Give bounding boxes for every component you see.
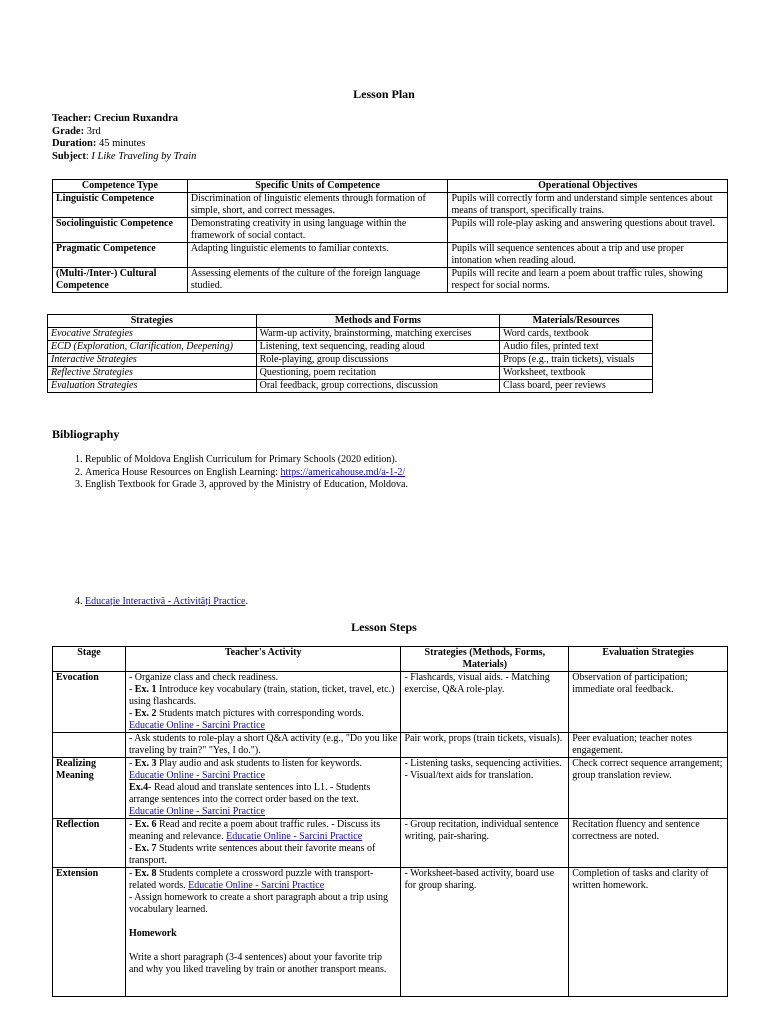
competence-table: [52, 179, 728, 293]
activity-cell: [125, 758, 401, 819]
exercise-label: Ex. 2: [134, 708, 157, 719]
table-cell: Linguistic Competence: [53, 193, 188, 218]
activity-line: [129, 758, 398, 782]
table-cell: Pupils will correctly form and understand simple sentences about means of transport, specifically trains.: [448, 193, 728, 218]
table-cell: Listening, text sequencing, reading aloud: [256, 341, 500, 354]
table-row: [53, 193, 728, 218]
duration-line: [52, 138, 196, 151]
list-item-suffix: .: [245, 596, 248, 607]
table-row: [53, 672, 728, 733]
table-cell: Interactive Strategies: [48, 354, 257, 367]
table-header-row: [53, 180, 728, 193]
americahouse-link[interactable]: https://americahouse.md/a-1-2/: [280, 466, 406, 478]
activity-cell: [125, 819, 401, 868]
activity-text: Read and recite a poem about traffic rules. - Discuss its meaning and relevance.: [128, 819, 381, 842]
table-row: [53, 733, 728, 758]
activity-line: [129, 868, 398, 892]
table-row: [48, 341, 653, 354]
table-cell: Questioning, poem recitation: [256, 367, 500, 380]
table-header-row: [48, 315, 653, 328]
list-item-text: Republic of Moldova English Curriculum for Primary Schools (2020 edition).: [85, 454, 398, 465]
list-item-text: English Textbook for Grade 3, approved by the Ministry of Education, Moldova.: [85, 479, 408, 490]
table-cell: ECD (Exploration, Clarification, Deepening): [48, 341, 257, 354]
strategies-cell: - Flashcards, visual aids. - Matching exercise, Q&A role-play.: [401, 672, 569, 733]
educatie-interactiva-link[interactable]: Educație Interactivă - Activități Practice: [85, 596, 246, 607]
exercise-label: Ex. 7: [134, 843, 157, 854]
homework-text: Write a short paragraph (3-4 sentences) about your favorite trip and why you liked traveling by train or another transport means.: [128, 952, 387, 975]
strategies-table: [47, 314, 653, 393]
table-header-row: [53, 647, 728, 672]
table-header: Methods and Forms: [256, 315, 500, 328]
evaluation-cell: Completion of tasks and clarity of written homework.: [569, 868, 728, 997]
homework-heading: Homework: [128, 928, 177, 939]
activity-text: -: [128, 758, 135, 769]
list-item: [85, 467, 408, 480]
table-cell: Evocative Strategies: [48, 328, 257, 341]
teacher-line: [52, 113, 196, 126]
bibliography-heading: Bibliography: [52, 427, 120, 441]
bibliography-list: [52, 454, 408, 492]
table-cell: Discrimination of linguistic elements through formation of simple, short, and correct messages.: [187, 193, 448, 218]
lesson-meta: [52, 113, 196, 163]
table-header: Evaluation Strategies: [569, 647, 728, 672]
table-header: Competence Type: [53, 180, 188, 193]
table-row: [53, 243, 728, 268]
page-title: Lesson Plan: [353, 87, 415, 101]
table-cell: Assessing elements of the culture of the foreign language studied.: [187, 268, 448, 293]
activity-text: Students write sentences about their favorite means of transport.: [128, 843, 376, 866]
activity-cell: - Ask students to role-play a short Q&A activity (e.g., "Do you like traveling by train?" "Yes, I do.").: [125, 733, 401, 758]
table-row: [53, 758, 728, 819]
activity-text: Students complete a crossword puzzle with transport-related words.: [128, 868, 374, 891]
table-cell: Evaluation Strategies: [48, 380, 257, 393]
evaluation-cell: Recitation fluency and sentence correctness are noted.: [569, 819, 728, 868]
subject-value: I Like Traveling by Train: [91, 150, 197, 162]
table-cell: Pragmatic Competence: [53, 243, 188, 268]
strategies-cell: - Worksheet-based activity, board use for group sharing.: [401, 868, 569, 997]
stage-cell: [53, 733, 126, 758]
activity-text: - Read aloud and translate sentences into L1. - Students arrange sentences into the correct order based on the text.: [128, 782, 371, 805]
table-header: Materials/Resources: [500, 315, 653, 328]
evaluation-cell: Observation of participation; immediate oral feedback.: [569, 672, 728, 733]
grade-line: [52, 126, 196, 139]
activity-text: -: [128, 684, 135, 695]
subject-label: Subject: [52, 150, 86, 162]
list-item: [85, 454, 408, 467]
evaluation-cell: Peer evaluation; teacher notes engagement.: [569, 733, 728, 758]
exercise-label: Ex. 6: [134, 819, 157, 830]
table-cell: Class board, peer reviews: [500, 380, 653, 393]
activity-text: Play audio and ask students to listen for keywords.: [156, 758, 362, 769]
duration-value: 45 minutes: [98, 138, 146, 149]
teacher-name: Creciun Ruxandra: [93, 113, 179, 124]
table-cell: Reflective Strategies: [48, 367, 257, 380]
activity-line: [129, 819, 398, 843]
evaluation-cell: Check correct sequence arrangement; group translation review.: [569, 758, 728, 819]
activity-line: - Assign homework to create a short paragraph about a trip using vocabulary learned.: [128, 892, 389, 915]
activity-text: Students match pictures with corresponding words.: [156, 708, 364, 719]
activity-line: [129, 843, 398, 867]
table-cell: Warm-up activity, brainstorming, matching exercises: [256, 328, 500, 341]
grade-label: Grade:: [52, 125, 85, 137]
bibliography-list-continued: [52, 596, 248, 609]
table-cell: Worksheet, textbook: [500, 367, 653, 380]
stage-cell: Reflection: [53, 819, 126, 868]
stage-cell: Evocation: [53, 672, 126, 733]
list-item-text: America House Resources on English Learning:: [85, 466, 281, 478]
sarcini-practice-link[interactable]: Educatie Online - Sarcini Practice: [188, 880, 325, 891]
table-cell: Adapting linguistic elements to familiar contexts.: [187, 243, 448, 268]
activity-text: -: [128, 708, 135, 719]
activity-text: -: [128, 819, 135, 830]
activity-line: - Organize class and check readiness.: [128, 672, 279, 683]
table-row: [48, 367, 653, 380]
stage-cell: Extension: [53, 868, 126, 997]
table-row: [48, 354, 653, 367]
table-row: [53, 218, 728, 243]
exercise-label: Ex. 3: [134, 758, 157, 769]
sarcini-practice-link[interactable]: Educatie Online - Sarcini Practice: [128, 720, 265, 731]
table-cell: Pupils will sequence sentences about a trip and use proper intonation when reading aloud.: [448, 243, 728, 268]
table-cell: Pupils will recite and learn a poem about traffic rules, showing respect for social norms.: [448, 268, 728, 293]
activity-line: [129, 708, 398, 732]
list-item: [85, 479, 408, 492]
activity-line: [129, 684, 398, 708]
activity-text: Introduce key vocabulary (train, station, ticket, travel, etc.) using flashcards.: [128, 684, 395, 707]
exercise-label: Ex.4: [128, 782, 149, 793]
stage-cell: Realizing Meaning: [53, 758, 126, 819]
lesson-steps-heading: Lesson Steps: [351, 620, 417, 634]
strategies-cell: - Listening tasks, sequencing activities. - Visual/text aids for translation.: [401, 758, 569, 819]
table-header: Stage: [53, 647, 126, 672]
table-row: [48, 380, 653, 393]
table-header: Specific Units of Competence: [187, 180, 448, 193]
table-cell: Pupils will role-play asking and answering questions about travel.: [448, 218, 728, 243]
subject-line: Subject: I Like Traveling by Train: [52, 150, 197, 162]
table-header: Operational Objectives: [448, 180, 728, 193]
table-cell: Oral feedback, group corrections, discussion: [256, 380, 500, 393]
table-cell: Role-playing, group discussions: [256, 354, 500, 367]
lesson-steps-table: [52, 646, 728, 997]
duration-label: Duration:: [52, 138, 97, 149]
table-cell: Word cards, textbook: [500, 328, 653, 341]
table-cell: (Multi-/Inter-) Cultural Competence: [53, 268, 188, 293]
teacher-label: Teacher:: [52, 113, 92, 124]
table-cell: Sociolinguistic Competence: [53, 218, 188, 243]
grade-value: 3rd: [86, 125, 101, 137]
table-cell: Audio files, printed text: [500, 341, 653, 354]
activity-cell: [125, 868, 401, 997]
table-row: [53, 268, 728, 293]
sarcini-practice-link[interactable]: Educatie Online - Sarcini Practice: [128, 770, 265, 781]
activity-line: [129, 782, 398, 818]
table-header: Strategies: [48, 315, 257, 328]
sarcini-practice-link[interactable]: Educatie Online - Sarcini Practice: [226, 831, 363, 842]
exercise-label: Ex. 8: [134, 868, 157, 879]
strategies-cell: - Group recitation, individual sentence writing, pair-sharing.: [401, 819, 569, 868]
activity-text: -: [128, 868, 135, 879]
table-row: [53, 868, 728, 997]
table-row: [48, 328, 653, 341]
exercise-label: Ex. 1: [134, 684, 157, 695]
table-cell: Props (e.g., train tickets), visuals: [500, 354, 653, 367]
table-cell: Demonstrating creativity in using language within the framework of social contact.: [187, 218, 448, 243]
list-item: [85, 596, 248, 609]
strategies-cell: Pair work, props (train tickets, visuals).: [401, 733, 569, 758]
sarcini-practice-link[interactable]: Educatie Online - Sarcini Practice: [128, 806, 265, 817]
table-header: Teacher's Activity: [125, 647, 401, 672]
activity-cell: [125, 672, 401, 733]
activity-text: -: [128, 843, 135, 854]
table-row: [53, 819, 728, 868]
table-header: Strategies (Methods, Forms, Materials): [401, 647, 569, 672]
